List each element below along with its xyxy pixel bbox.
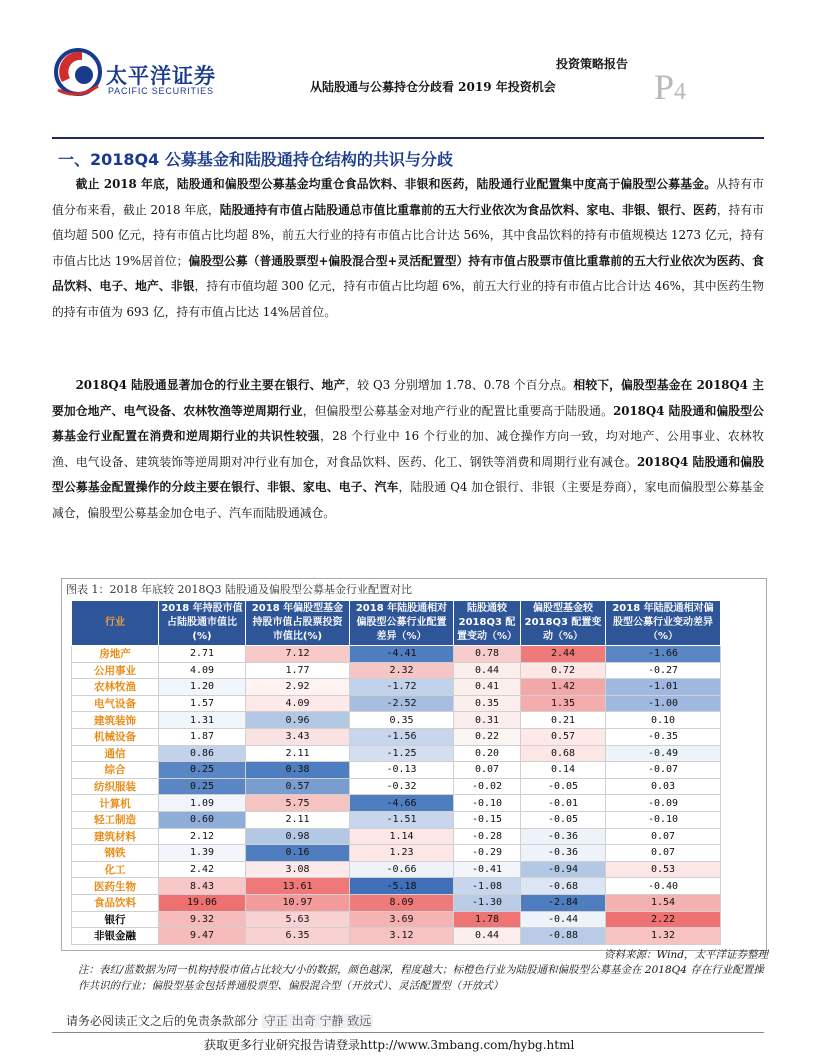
value-cell: 0.38 xyxy=(246,762,350,779)
value-cell: -0.29 xyxy=(454,845,521,862)
table-header-row xyxy=(72,601,721,646)
value-cell: -0.02 xyxy=(454,778,521,795)
industry-cell: 房地产 xyxy=(72,646,159,663)
table-row xyxy=(72,679,721,696)
value-cell: -0.32 xyxy=(350,778,454,795)
value-cell: 1.23 xyxy=(350,845,454,862)
table-row xyxy=(72,878,721,895)
value-cell: 3.69 xyxy=(350,911,454,928)
value-cell: 9.32 xyxy=(159,911,246,928)
header-divider xyxy=(52,137,764,139)
value-cell: 1.77 xyxy=(246,662,350,679)
table-row xyxy=(72,762,721,779)
value-cell: 0.35 xyxy=(454,695,521,712)
value-cell: -1.25 xyxy=(350,745,454,762)
para1-bold-1: 截止 2018 年底，陆股通和偏股型公募基金均重仓食品饮料、非银和医药，陆股通行业配置集中度高于偏股型公募基金。 xyxy=(75,177,717,191)
value-cell: 2.42 xyxy=(159,861,246,878)
value-cell: -2.84 xyxy=(521,894,606,911)
para2-bold-2: 相较下，偏股型基金在 2018Q4 主要加仓地产、电气设备、农林牧渔等逆周期行业 xyxy=(52,378,764,418)
value-cell: -1.51 xyxy=(350,811,454,828)
value-cell: 0.14 xyxy=(521,762,606,779)
industry-cell: 电气设备 xyxy=(72,695,159,712)
industry-cell: 化工 xyxy=(72,861,159,878)
value-cell: 2.71 xyxy=(159,646,246,663)
value-cell: 1.87 xyxy=(159,728,246,745)
para1-text-2: ，持有市值均超 500 亿元，持有市值占比均超 8%，前五大行业的持有市值占比合计达 56%，其中食品饮料的持有市值规模达 1273 亿元，持有市值占比达 19%居首位； xyxy=(52,202,764,268)
value-cell: 0.53 xyxy=(606,861,721,878)
page-number-digit: 4 xyxy=(674,79,687,105)
value-cell: 3.43 xyxy=(246,728,350,745)
table-footnote: 注：表红/蓝数据为同一机构持股市值占比较大/小的数据，颜色越深，程度越大；标橙色行业为陆股通和偏股型公募基金在 2018Q4 存在行业配置操作共识的行业；偏股型基金包括普通股票型、偏股混合型（开放式）、灵活配置型（开放式） xyxy=(78,964,764,992)
value-cell: -4.66 xyxy=(350,795,454,812)
para2-text-2: ，但偏股型公募基金对地产行业的配置比重要高于陆股通。 xyxy=(302,403,614,418)
value-cell: 0.60 xyxy=(159,811,246,828)
industry-cell: 通信 xyxy=(72,745,159,762)
header-industry: 行业 xyxy=(72,601,159,646)
value-cell: -0.10 xyxy=(454,795,521,812)
footer-disclaimer xyxy=(66,1012,373,1029)
value-cell: -1.56 xyxy=(350,728,454,745)
table-row xyxy=(72,928,721,945)
value-cell: 8.09 xyxy=(350,894,454,911)
value-cell: -1.66 xyxy=(606,646,721,663)
value-cell: -0.10 xyxy=(606,811,721,828)
value-cell: -0.05 xyxy=(521,778,606,795)
value-cell: -0.07 xyxy=(606,762,721,779)
value-cell: -0.36 xyxy=(521,828,606,845)
value-cell: 2.11 xyxy=(246,745,350,762)
value-cell: 1.78 xyxy=(454,911,521,928)
value-cell: -1.00 xyxy=(606,695,721,712)
value-cell: 19.06 xyxy=(159,894,246,911)
para2-bold-3: 2018Q4 陆股通和偏股型公募基金行业配置在消费和逆周期行业的共识性较强 xyxy=(52,403,764,444)
header-hk-change: 陆股通较 2018Q3 配置变动（%） xyxy=(454,601,521,646)
slogan-text: 守正 出奇 宁静 致远 xyxy=(263,1014,372,1028)
value-cell: -0.27 xyxy=(606,662,721,679)
value-cell: 0.20 xyxy=(454,745,521,762)
value-cell: 3.08 xyxy=(246,861,350,878)
para1-bold-3: 偏股型公募（普通股票型+偏股混合型+灵活配置型）持有市值占股票市值比重靠前的五大行业依次为医药、食品饮料、电子、地产、非银 xyxy=(52,253,764,294)
value-cell: 0.16 xyxy=(246,845,350,862)
value-cell: 1.57 xyxy=(159,695,246,712)
value-cell: -1.30 xyxy=(454,894,521,911)
value-cell: 0.44 xyxy=(454,928,521,945)
value-cell: -1.01 xyxy=(606,679,721,696)
value-cell: 0.44 xyxy=(454,662,521,679)
footer-link[interactable]: 获取更多行业研究报告请登录http://www.3mbang.com/hybg.html xyxy=(204,1038,575,1052)
industry-cell: 机械设备 xyxy=(72,728,159,745)
industry-cell: 农林牧渔 xyxy=(72,679,159,696)
value-cell: 0.07 xyxy=(454,762,521,779)
page-letter: P xyxy=(654,67,675,107)
report-subtitle: 从陆股通与公募持仓分歧看 2019 年投资机会 xyxy=(310,80,556,94)
table-row xyxy=(72,646,721,663)
value-cell: 2.44 xyxy=(521,646,606,663)
source-note: 资料来源：Wind，太平洋证券整理 xyxy=(604,949,768,961)
table-row xyxy=(72,845,721,862)
value-cell: -0.88 xyxy=(521,928,606,945)
para1-text-3: ，持有市值均超 300 亿元，持有市值占比均超 6%，前五大行业的持有市值占比合计达 46%，其中医药生物的持有市值为 693 亿，持有市值占比达 14%居首位。 xyxy=(52,279,764,319)
industry-cell: 公用事业 xyxy=(72,662,159,679)
table-row xyxy=(72,778,721,795)
value-cell: 9.47 xyxy=(159,928,246,945)
table-body xyxy=(72,646,721,945)
para2-bold-4: 2018Q4 陆股通和偏股型公募基金配置操作的分歧主要在银行、非银、家电、电子、汽车 xyxy=(52,454,764,495)
value-cell: -0.49 xyxy=(606,745,721,762)
value-cell: -0.41 xyxy=(454,861,521,878)
value-cell: -0.68 xyxy=(521,878,606,895)
value-cell: 3.12 xyxy=(350,928,454,945)
industry-cell: 建筑装饰 xyxy=(72,712,159,729)
value-cell: -1.08 xyxy=(454,878,521,895)
value-cell: -1.72 xyxy=(350,679,454,696)
value-cell: 2.11 xyxy=(246,811,350,828)
value-cell: 0.07 xyxy=(606,828,721,845)
brand-name-cn: 太平洋证券 xyxy=(106,64,216,88)
header-allocation-diff: 2018 年陆股通相对偏股型公募行业配置差异（%） xyxy=(350,601,454,646)
value-cell: 0.41 xyxy=(454,679,521,696)
value-cell: 1.39 xyxy=(159,845,246,862)
table-row xyxy=(72,712,721,729)
value-cell: 8.43 xyxy=(159,878,246,895)
industry-allocation-table xyxy=(71,600,721,945)
industry-cell: 综合 xyxy=(72,762,159,779)
value-cell: -4.41 xyxy=(350,646,454,663)
value-cell: 0.25 xyxy=(159,778,246,795)
value-cell: 0.10 xyxy=(606,712,721,729)
value-cell: -0.35 xyxy=(606,728,721,745)
report-type-label: 投资策略报告 xyxy=(556,57,629,71)
value-cell: 0.78 xyxy=(454,646,521,663)
industry-cell: 食品饮料 xyxy=(72,894,159,911)
value-cell: 1.42 xyxy=(521,679,606,696)
value-cell: 1.09 xyxy=(159,795,246,812)
section-title: 一、2018Q4 公募基金和陆股通持仓结构的共识与分歧 xyxy=(58,150,453,169)
value-cell: 10.97 xyxy=(246,894,350,911)
footer-divider xyxy=(52,1032,764,1033)
value-cell: 1.32 xyxy=(606,928,721,945)
value-cell: 2.22 xyxy=(606,911,721,928)
value-cell: 1.35 xyxy=(521,695,606,712)
para1-text-1: 从持有市值分布来看，截止 2018 年底， xyxy=(52,177,764,217)
header-hk-share: 2018 年持股市值占陆股通市值比(%) xyxy=(159,601,246,646)
table-row xyxy=(72,695,721,712)
value-cell: 0.35 xyxy=(350,712,454,729)
value-cell: 7.12 xyxy=(246,646,350,663)
value-cell: 0.98 xyxy=(246,828,350,845)
value-cell: -2.52 xyxy=(350,695,454,712)
table-row xyxy=(72,795,721,812)
industry-cell: 医药生物 xyxy=(72,878,159,895)
para2-bold-1: 2018Q4 陆股通显著加仓的行业主要在银行、地产 xyxy=(75,378,346,392)
value-cell: -5.18 xyxy=(350,878,454,895)
value-cell: 0.57 xyxy=(521,728,606,745)
value-cell: -0.28 xyxy=(454,828,521,845)
industry-cell: 计算机 xyxy=(72,795,159,812)
value-cell: -0.13 xyxy=(350,762,454,779)
value-cell: -0.40 xyxy=(606,878,721,895)
value-cell: 0.21 xyxy=(521,712,606,729)
header-fund-change: 偏股型基金较 2018Q3 配置变动（%） xyxy=(521,601,606,646)
value-cell: -0.05 xyxy=(521,811,606,828)
value-cell: -0.09 xyxy=(606,795,721,812)
value-cell: 0.57 xyxy=(246,778,350,795)
header-change-diff: 2018 年陆股通相对偏股型公募行业变动差异（%） xyxy=(606,601,721,646)
paragraph-1 xyxy=(52,172,764,326)
brand-name-en: PACIFIC SECURITIES xyxy=(108,86,214,96)
table-row xyxy=(72,811,721,828)
value-cell: 13.61 xyxy=(246,878,350,895)
industry-cell: 建筑材料 xyxy=(72,828,159,845)
value-cell: 0.72 xyxy=(521,662,606,679)
value-cell: 4.09 xyxy=(159,662,246,679)
value-cell: 0.68 xyxy=(521,745,606,762)
table-row xyxy=(72,728,721,745)
value-cell: 1.20 xyxy=(159,679,246,696)
value-cell: 5.75 xyxy=(246,795,350,812)
value-cell: 0.07 xyxy=(606,845,721,862)
header-fund-share: 2018 年偏股型基金持股市值占股票投资市值比(%) xyxy=(246,601,350,646)
value-cell: 1.14 xyxy=(350,828,454,845)
value-cell: -0.94 xyxy=(521,861,606,878)
value-cell: 1.54 xyxy=(606,894,721,911)
table-row xyxy=(72,861,721,878)
value-cell: 0.86 xyxy=(159,745,246,762)
figure-caption: 图表 1：2018 年底较 2018Q3 陆股通及偏股型公募基金行业配置对比 xyxy=(66,583,412,596)
industry-cell: 钢铁 xyxy=(72,845,159,862)
value-cell: -0.36 xyxy=(521,845,606,862)
value-cell: 2.32 xyxy=(350,662,454,679)
value-cell: 2.12 xyxy=(159,828,246,845)
value-cell: 0.03 xyxy=(606,778,721,795)
para1-bold-2: 陆股通持有市值占陆股通总市值比重靠前的五大行业依次为食品饮料、家电、非银、银行、医药 xyxy=(219,202,717,217)
value-cell: -0.44 xyxy=(521,911,606,928)
disclaimer-text: 请务必阅读正文之后的免责条款部分 xyxy=(66,1014,259,1028)
paragraph-2 xyxy=(52,373,764,527)
value-cell: 6.35 xyxy=(246,928,350,945)
page-number xyxy=(654,66,686,108)
value-cell: 0.22 xyxy=(454,728,521,745)
value-cell: -0.15 xyxy=(454,811,521,828)
value-cell: 0.31 xyxy=(454,712,521,729)
value-cell: 1.31 xyxy=(159,712,246,729)
industry-cell: 轻工制造 xyxy=(72,811,159,828)
value-cell: 0.96 xyxy=(246,712,350,729)
value-cell: 0.25 xyxy=(159,762,246,779)
table-row xyxy=(72,662,721,679)
value-cell: 5.63 xyxy=(246,911,350,928)
para2-text-1: ，较 Q3 分别增加 1.78、0.78 个百分点。 xyxy=(345,378,574,392)
para2-text-3: ，28 个行业中 16 个行业的加、减仓操作方向一致，均对地产、公用事业、农林牧渔、电气设备、建筑装饰等逆周期对冲行业有加仓，对食品饮料、医药、化工、钢铁等消费和周期行业有减仓。 xyxy=(52,429,764,469)
table-row xyxy=(72,894,721,911)
table-row xyxy=(72,911,721,928)
para2-text-4: ，陆股通 Q4 加仓银行、非银（主要是券商），家电而偏股型公募基金减仓，偏股型公募基金加仓电子、汽车而陆股通减仓。 xyxy=(52,480,764,520)
value-cell: 2.92 xyxy=(246,679,350,696)
table-row xyxy=(72,745,721,762)
table-row xyxy=(72,828,721,845)
value-cell: 4.09 xyxy=(246,695,350,712)
value-cell: -0.01 xyxy=(521,795,606,812)
industry-cell: 非银金融 xyxy=(72,928,159,945)
industry-cell: 银行 xyxy=(72,911,159,928)
value-cell: -0.66 xyxy=(350,861,454,878)
industry-cell: 纺织服装 xyxy=(72,778,159,795)
